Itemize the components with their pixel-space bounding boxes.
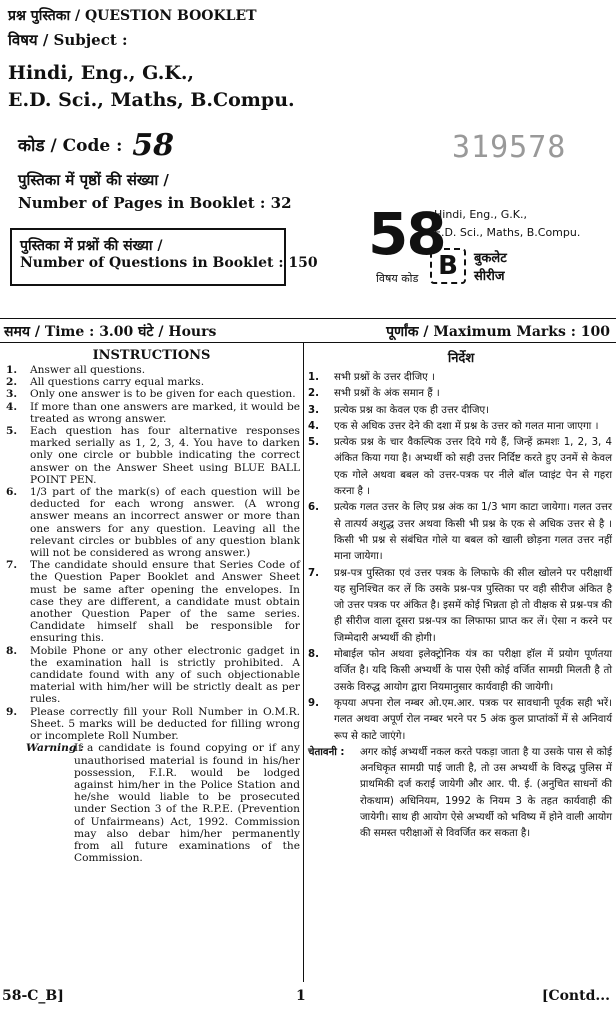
instruction-text: Mobile Phone or any other electronic gadget in the examination hall is strictly prohibited. A candidate found with any of such objectionable material with him/her will be strictly dealt as per rules. [30, 644, 300, 706]
series-code-large: 58 [368, 200, 445, 268]
instruction-number: 8. [308, 649, 319, 661]
instruction-text: If more than one answers are marked, it would be treated as wrong answer. [30, 400, 300, 425]
instruction-item [4, 376, 300, 388]
instruction-item [4, 706, 300, 743]
instruction-item [308, 566, 612, 647]
instruction-text: सभी प्रश्नों के अंक समान हैं । [334, 388, 440, 400]
time-label: समय / Time : 3.00 घंटे / Hours [4, 324, 217, 340]
instruction-number: 6. [308, 502, 319, 514]
series-word: सीरीज [474, 269, 505, 284]
instruction-number: 5. [308, 437, 319, 449]
pages-count-english: Number of Pages in Booklet : 32 [18, 194, 292, 212]
instruction-number: 7. [308, 567, 319, 579]
warning-block [308, 745, 612, 843]
subject-line-2: E.D. Sci., Maths, B.Compu. [8, 89, 295, 111]
instruction-number: 1. [6, 364, 18, 376]
instruction-text: मोबाईल फोन अथवा इलेक्ट्रोनिक यंत्र का परीक्षा हॉल में प्रयोग पूर्णतया वर्जित है। यदि किसी अभ्यर्थी के पास ऐसी कोई वर्जित सामग्री मिलती है तो उसके विरुद्ध आयोग द्वारा नियमानुसार कार्यवाही की जायेगी। [334, 649, 612, 693]
instruction-number: 7. [6, 559, 18, 572]
instruction-text: कृपया अपना रोल नम्बर ओ.एम.आर. पत्रक पर सावधानी पूर्वक सही भरें। गलत अथवा अपूर्ण रोल नम्बर भरने पर 5 अंक कुल प्राप्तांकों में से अनिवार्य रूप से काटे जाएंगे। [334, 697, 612, 742]
warning-block [4, 742, 300, 864]
instruction-number: 9. [6, 705, 18, 718]
instruction-number: 4. [6, 400, 18, 413]
instruction-number: 9. [308, 697, 319, 709]
warning-label: चेतावनी : [308, 746, 345, 758]
instruction-item [308, 370, 612, 386]
instruction-text: The candidate should ensure that Series Code of the Question Paper Booklet and Answer Sheet must be same after opening the envelopes. In case they are different, a candidate must obtain another Question Paper of the same series. Candidate himself shall be responsible for ensuring this. [30, 559, 300, 645]
continued-label: [Contd... [541, 988, 610, 1004]
instruction-item [4, 364, 300, 376]
instruction-item [4, 388, 300, 400]
divider-top [0, 318, 616, 319]
instruction-number: 4. [308, 420, 319, 432]
question-count-box [10, 228, 318, 286]
instruction-item [4, 401, 300, 425]
max-marks-label: पूर्णांक / Maximum Marks : 100 [386, 324, 610, 340]
instruction-text: Please correctly fill your Roll Number in O.M.R. Sheet. 5 marks will be deducted for filling wrong or incomplete Roll Number. [30, 705, 300, 743]
divider-middle [0, 342, 616, 343]
instruction-item [308, 500, 612, 565]
questions-count-english: Number of Questions in Booklet : 150 [20, 255, 318, 271]
booklet-title: प्रश्न पुस्तिका / QUESTION BOOKLET [8, 8, 257, 24]
subject-code-label: विषय कोड [376, 272, 419, 285]
subject-label: विषय / Subject : [8, 31, 128, 49]
instruction-text: प्रत्येक प्रश्न के चार वैकल्पिक उत्तर दिये गये हैं, जिन्हें क्रमशः 1, 2, 3, 4 अंकित किया गया है। अभ्यर्थी को सही उत्तर निर्दिष्ट करते हुए उनमें से केवल एक गोले अथवा बबल को उत्तर-पत्रक पर नीले बॉल प्वाइंट पेन से गहरा करना है । [334, 437, 612, 498]
page-number: 1 [296, 988, 306, 1004]
instruction-text: प्रत्येक प्रश्न का केवल एक ही उत्तर दीजिए। [334, 404, 490, 416]
instruction-item [308, 696, 612, 745]
series-subject-line-1: Hindi, Eng., G.K., [434, 208, 527, 221]
instruction-item [4, 486, 300, 559]
instruction-item [308, 435, 612, 500]
seal-number: 319578 [452, 130, 567, 165]
instruction-number: 2. [6, 376, 18, 389]
instruction-item [308, 419, 612, 435]
questions-count-hindi: पुस्तिका में प्रश्नों की संख्या / [20, 238, 163, 254]
instructions-heading-hindi: निर्देश [447, 351, 475, 366]
series-subject-line-2: E.D. Sci., Maths, B.Compu. [434, 226, 581, 239]
instruction-number: 2. [308, 388, 319, 400]
instruction-number: 3. [6, 388, 18, 401]
instruction-item [308, 386, 612, 402]
instruction-number: 8. [6, 644, 18, 657]
instruction-text: प्रश्न-पत्र पुस्तिका एवं उत्तर पत्रक के लिफाफे की सील खोलने पर परीक्षार्थी यह सुनिश्चित कर लें कि उसके प्रश्न-पत्र पुस्तिका पर वही सीरीज अंकित है जो उत्तर पत्रक पर अंकित है। इसमें कोई भिन्नता हो तो वीक्षक से प्रश्न-पत्र की ही सीरीज वाला दूसरा प्रश्न-पत्र का लिफाफा प्राप्त कर लें। ऐसा न करने पर जिम्मेदारी अभ्यर्थी की होगी। [334, 567, 612, 644]
code-label: कोड / Code : [18, 136, 123, 156]
warning-text: If a candidate is found copying or if any unauthorised material is found in his/her possession, F.I.R. would be lodged against him/her in the Police Station and he/she would liable to be prosecuted under Section 3 of the R.P.E. (Prevention of Unfairmeans) Act, 1992. Commission may also debar him/her permanently from all future examinations of the Commission. [74, 742, 300, 865]
instruction-item [308, 647, 612, 696]
code-value: 58 [132, 128, 175, 163]
instruction-number: 5. [6, 425, 18, 438]
instructions-hindi [308, 370, 612, 843]
instruction-text: प्रत्येक गलत उत्तर के लिए प्रश्न अंक का 1/3 भाग काटा जायेगा। गलत उत्तर से तात्पर्य अशुद्ध उत्तर अथवा किसी भी प्रश्न के एक से अधिक उत्तर से है । किसी भी प्रश्न से संबंधित गोले या बबल को खाली छोड़ना गलत उत्तर नहीं माना जायेगा। [334, 502, 612, 563]
instruction-text: Only one answer is to be given for each question. [30, 388, 296, 401]
instruction-item [4, 559, 300, 644]
instruction-text: सभी प्रश्नों के उत्तर दीजिए । [334, 372, 435, 383]
instructions-english [4, 364, 300, 864]
instruction-text: 1/3 part of the mark(s) of each question will be deducted for each wrong answer. (A wrong answer means an incorrect answer or more than one answers for any question. Leaving all the relevant circles or bubbles of any question blank will not be considered as wrong answer.) [30, 486, 300, 560]
warning-text: अगर कोई अभ्यर्थी नकल करते पकड़ा जाता है या उसके पास से कोई अनधिकृत सामग्री पाई जाती है, तो उस अभ्यर्थी के विरुद्ध पुलिस में प्राथमिकी दर्ज कराई जायेगी और आर. पी. ई. (अनुचित साधनों की रोकथाम) अधिनियम, 1992 के नियम 3 के तहत कार्यवाही की जायेगी। साथ ही आयोग ऐसे अभ्यर्थी को भविष्य में होने वाली आयोग की समस्त परीक्षाओं से विवर्जित कर सकता है। [360, 746, 612, 840]
instruction-number: 3. [308, 404, 319, 416]
series-letter-box: B [430, 248, 466, 284]
instructions-heading-english: INSTRUCTIONS [92, 348, 211, 363]
pages-count-hindi: पुस्तिका में पृष्ठों की संख्या / [18, 171, 169, 189]
instruction-number: 1. [308, 372, 319, 383]
instruction-item [4, 645, 300, 706]
instruction-item [308, 403, 612, 419]
instruction-text: Each question has four alternative responses marked serially as 1, 2, 3, 4. You have to darken only one circle or bubble indicating the correct answer on the Answer Sheet using BLUE BALL POINT PEN. [30, 425, 300, 486]
booklet-word: बुकलेट [474, 251, 507, 266]
instruction-text: एक से अधिक उत्तर देने की दशा में प्रश्न के उत्तर को गलत माना जाएगा । [334, 420, 599, 432]
instruction-item [4, 425, 300, 486]
instruction-number: 6. [6, 486, 18, 499]
column-separator [303, 342, 304, 982]
instruction-text: Answer all questions. [30, 364, 146, 376]
warning-label: Warning : [26, 742, 84, 755]
instruction-text: All questions carry equal marks. [30, 376, 205, 389]
code-row [18, 128, 174, 163]
subject-line-1: Hindi, Eng., G.K., [8, 62, 195, 84]
footer-code: 58-C_B] [2, 988, 64, 1004]
